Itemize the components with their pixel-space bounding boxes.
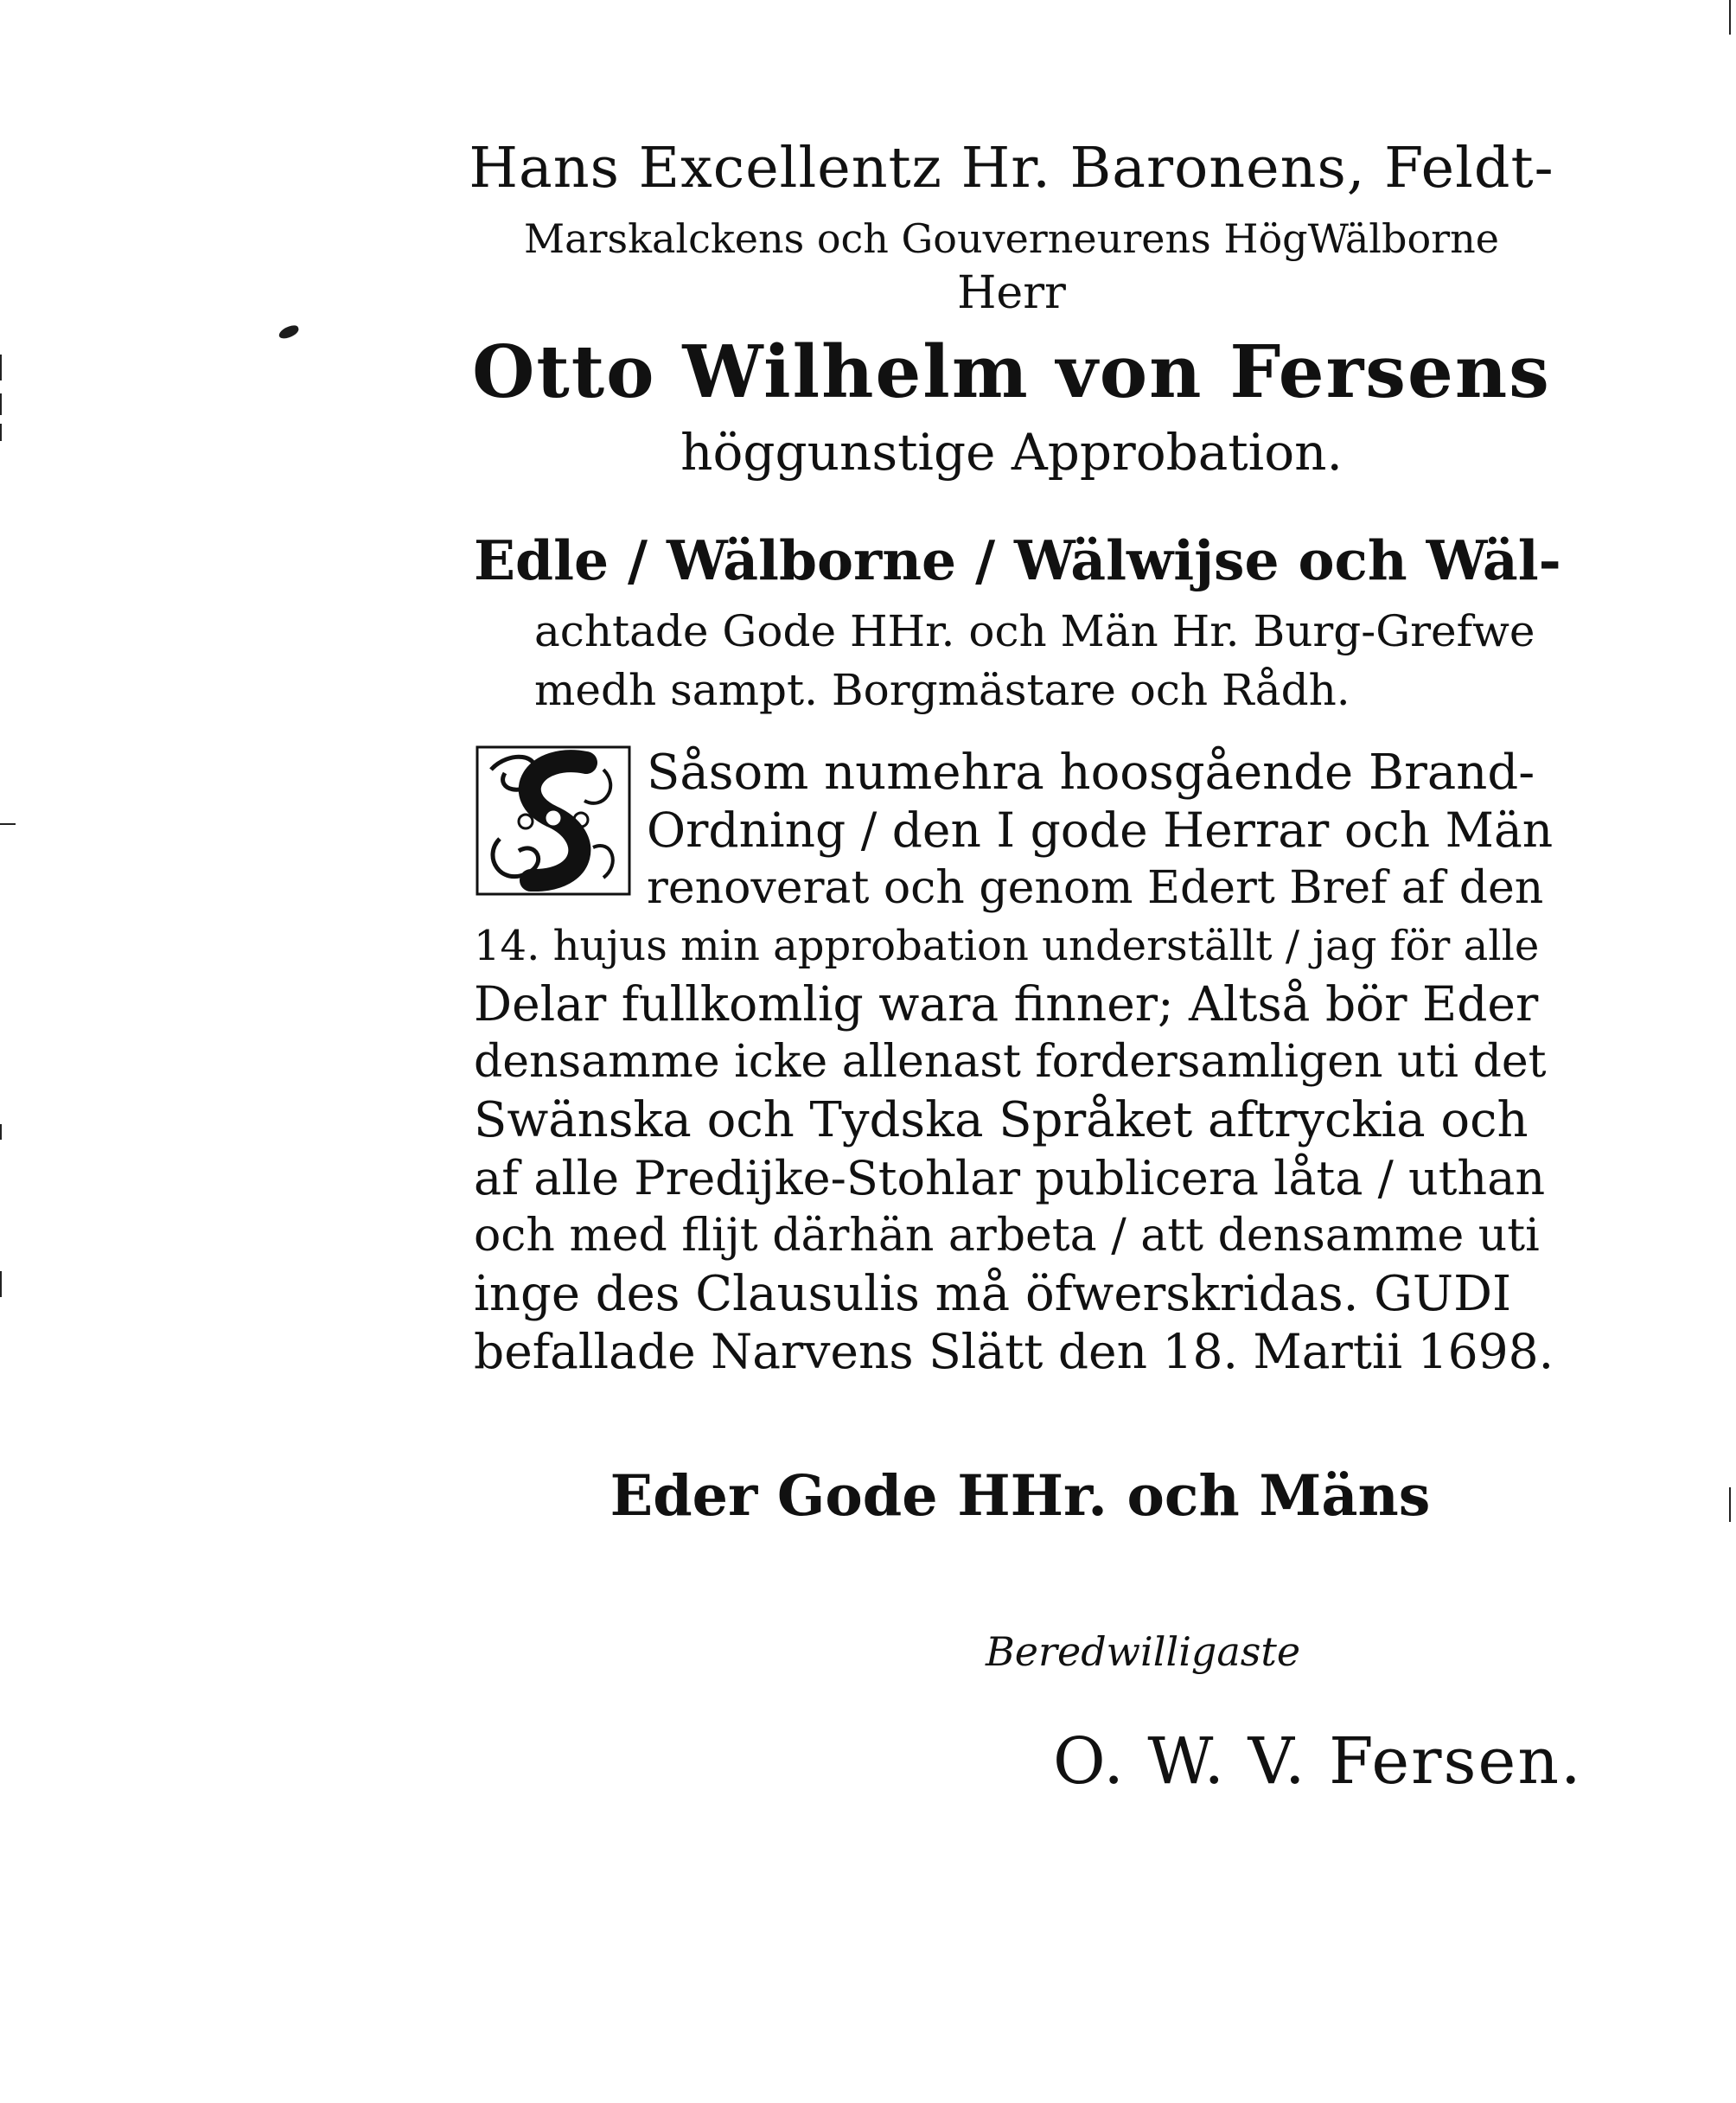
body-line: densamme icke allenast fordersamligen uti det (474, 1036, 1547, 1088)
closing-salutation: Eder Gode HHr. och Mäns (610, 1463, 1431, 1529)
scan-edge-mark (0, 823, 16, 825)
signature: O. W. V. Fersen. (1053, 1724, 1583, 1799)
address-line-1: Edle / Wälborne / Wälwijse och Wäl- (474, 528, 1561, 592)
body-line: Swänska och Tydska Språket aftryckia och (474, 1092, 1529, 1148)
address-block (474, 519, 1563, 719)
scan-edge-mark (0, 424, 2, 441)
body-text-block (474, 744, 1554, 1381)
ink-spot (278, 323, 301, 340)
scan-edge-mark (0, 1271, 2, 1297)
scan-edge-mark (0, 1124, 2, 1140)
body-line: och med flijt därhän arbeta / att densamme uti (474, 1210, 1540, 1262)
body-line: af alle Predijke-Stohlar publicera låta / uthan (474, 1151, 1546, 1205)
body-line: Delar fullkomlig wara finner; Altså bör Eder (474, 976, 1539, 1032)
approbation-line: höggunstige Approbation. (680, 423, 1343, 482)
title-line-3: Herr (957, 267, 1066, 319)
body-line: befallade Narvens Slätt den 18. Martii 1698. (474, 1324, 1554, 1379)
governor-name: Otto Wilhelm von Fersens (472, 329, 1551, 414)
body-line: inge des Clausulis må öfwerskridas. GUDI (474, 1266, 1512, 1322)
title-line-1: Hans Excellentz Hr. Baronens, Feldt- (469, 136, 1554, 201)
address-line-3: medh sampt. Borgmästare och Rådh. (534, 665, 1350, 715)
scan-edge-mark (1729, 1487, 1731, 1522)
decorative-initial-icon (474, 744, 633, 898)
address-line-2: achtade Gode HHr. och Män Hr. Burg-Grefwe (534, 606, 1535, 656)
body-line: Såsom numehra hoosgående Brand- (647, 745, 1535, 801)
signature-word: Beredwilligaste (986, 1628, 1301, 1675)
body-line: renoverat och genom Edert Bref af den (647, 862, 1544, 914)
body-line: 14. hujus min approbation underställt / jag för alle (474, 922, 1540, 970)
body-line: Ordning / den I gode Herrar och Män (647, 802, 1554, 858)
title-line-2: Marskalckens och Gouverneurens HögWälborne (523, 215, 1499, 262)
scan-edge-mark (1729, 0, 1731, 35)
title-block (467, 130, 1556, 483)
scan-edge-mark (0, 393, 2, 415)
scan-edge-mark (0, 355, 2, 380)
